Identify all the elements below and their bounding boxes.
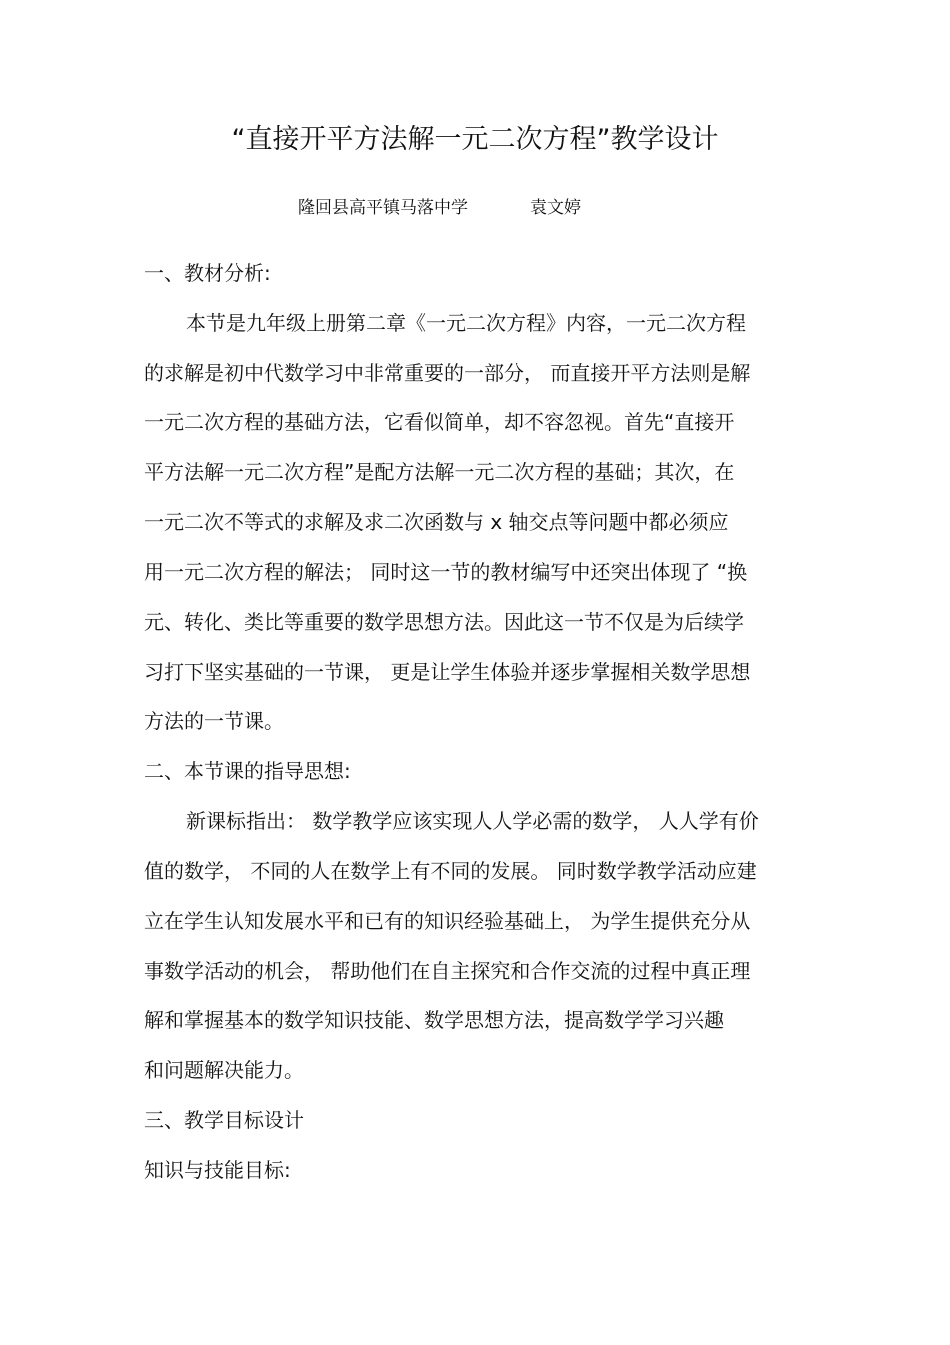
byline-school: 隆回县高平镇马落中学 [298,198,468,218]
paragraph-line: 用一元二次方程的解法； 同时这一节的教材编写中还突出体现了 “换 [144,560,748,584]
paragraph-line: 一元二次不等式的求解及求二次函数与 x 轴交点等问题中都必须应 [144,510,729,534]
paragraph-line: 和问题解决能力。 [144,1058,304,1082]
section-heading-1: 一、教材分析: [144,261,271,285]
byline-author: 袁文婷 [530,198,581,218]
paragraph-line: 元、转化、类比等重要的数学思想方法。因此这一节不仅是为后续学 [144,610,744,634]
paragraph-line: 的求解是初中代数学习中非常重要的一部分， 而直接开平方法则是解 [144,361,751,385]
paragraph-line: 事数学活动的机会， 帮助他们在自主探究和合作交流的过程中真正理 [144,959,751,983]
section-heading-3: 三、教学目标设计 [144,1108,304,1132]
paragraph-line: 习打下坚实基础的一节课， 更是让学生体验并逐步掌握相关数学思想 [144,660,751,684]
paragraph-line: 值的数学， 不同的人在数学上有不同的发展。 同时数学教学活动应建 [144,859,757,883]
paragraph-line: 立在学生认知发展水平和已有的知识经验基础上， 为学生提供充分从 [144,909,751,933]
paragraph-line: 新课标指出： 数学教学应该实现人人学必需的数学， 人人学有价 [186,809,759,833]
subsection-heading: 知识与技能目标: [144,1158,291,1182]
paragraph-line: 平方法解一元二次方程”是配方法解一元二次方程的基础；其次，在 [144,460,735,484]
paragraph-line: 方法的一节课。 [144,709,284,733]
paragraph-line: 一元二次方程的基础方法，它看似简单，却不容忽视。首先“直接开 [144,410,735,434]
paragraph-line: 本节是九年级上册第二章《一元二次方程》内容，一元二次方程 [186,311,746,335]
byline [298,195,581,221]
document-title: “直接开平方法解一元二次方程”教学设计 [231,124,719,155]
paragraph-line: 解和掌握基本的数学知识技能、数学思想方法，提高数学学习兴趣 [144,1008,724,1032]
section-heading-2: 二、本节课的指导思想: [144,759,351,783]
